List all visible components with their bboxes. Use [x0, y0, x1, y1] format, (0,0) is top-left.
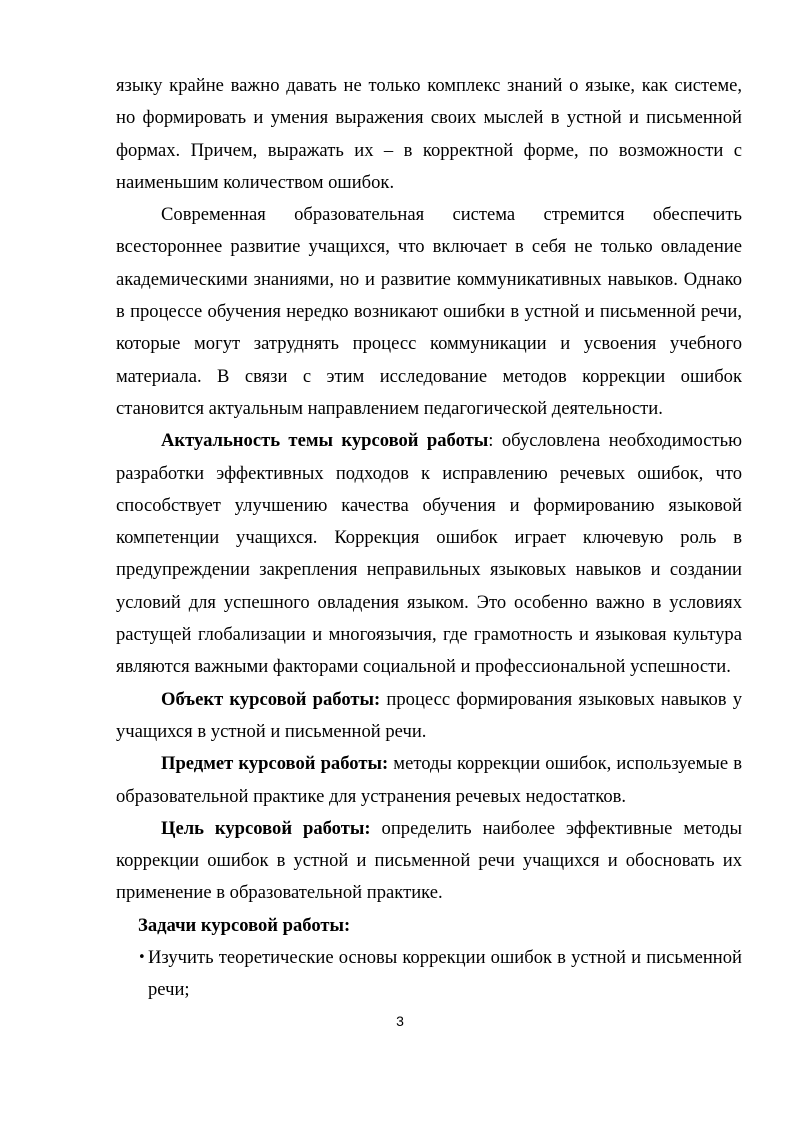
paragraph-object	[116, 684, 742, 749]
document-body	[116, 70, 742, 1007]
tasks-list	[116, 942, 742, 1007]
goal-text: определить наиболее эффективные методы коррекции ошибок в устной и письменной речи учащихся и обосновать их применение в образовательной практике.	[116, 817, 742, 904]
relevance-label: Актуальность темы курсовой работы	[161, 430, 489, 452]
subject-label: Предмет курсовой работы:	[161, 753, 389, 775]
relevance-text: : обусловлена необходимостью разработки эффективных подходов к исправлению речевых ошибок, что способствует улучшению качества обучения и формированию языковой компетенции учащихся. Коррекция ошибок играет ключевую роль в предупреждении закрепления неправильных языковых навыков и создании условий для успешного овладения языком. Это особенно важно в условиях растущей глобализации и многоязычия, где грамотность и языковая культура являются важными факторами социальной и профессиональной успешности.	[116, 430, 742, 678]
paragraph-relevance	[116, 425, 742, 683]
task-text: Изучить теоретические основы коррекции ошибок в устной и письменной речи;	[148, 947, 742, 1001]
paragraph-intro-continuation: языку крайне важно давать не только комплекс знаний о языке, как системе, но формировать и умения выражения своих мыслей в устной и письменной формах. Причем, выражать их – в корректной форме, по возможности с наименьшим количеством ошибок.	[116, 75, 742, 193]
object-text: процесс формирования языковых навыков у учащихся в устной и письменной речи.	[116, 688, 743, 742]
bullet-icon: •	[138, 950, 146, 966]
goal-label: Цель курсовой работы:	[161, 817, 371, 839]
subject-text: методы коррекции ошибок, используемые в образовательной практике для устранения речевых недостатков.	[116, 753, 743, 807]
object-label: Объект курсовой работы:	[161, 688, 381, 710]
page-number: 3	[396, 1013, 404, 1029]
paragraph-subject	[116, 748, 742, 813]
tasks-heading: Задачи курсовой работы:	[138, 914, 351, 936]
list-item	[116, 942, 742, 1007]
paragraph-education-system: Современная образовательная система стремится обеспечить всестороннее развитие учащихся, что включает в себя не только овладение академическими знаниями, но и развитие коммуникативных навыков. Однако в процессе обучения нередко возникают ошибки в устной и письменной речи, которые могут затруднять процесс коммуникации и усвоения учебного материала. В связи с этим исследование методов коррекции ошибок становится актуальным направлением педагогической деятельности.	[116, 204, 742, 419]
paragraph-goal	[116, 813, 742, 910]
